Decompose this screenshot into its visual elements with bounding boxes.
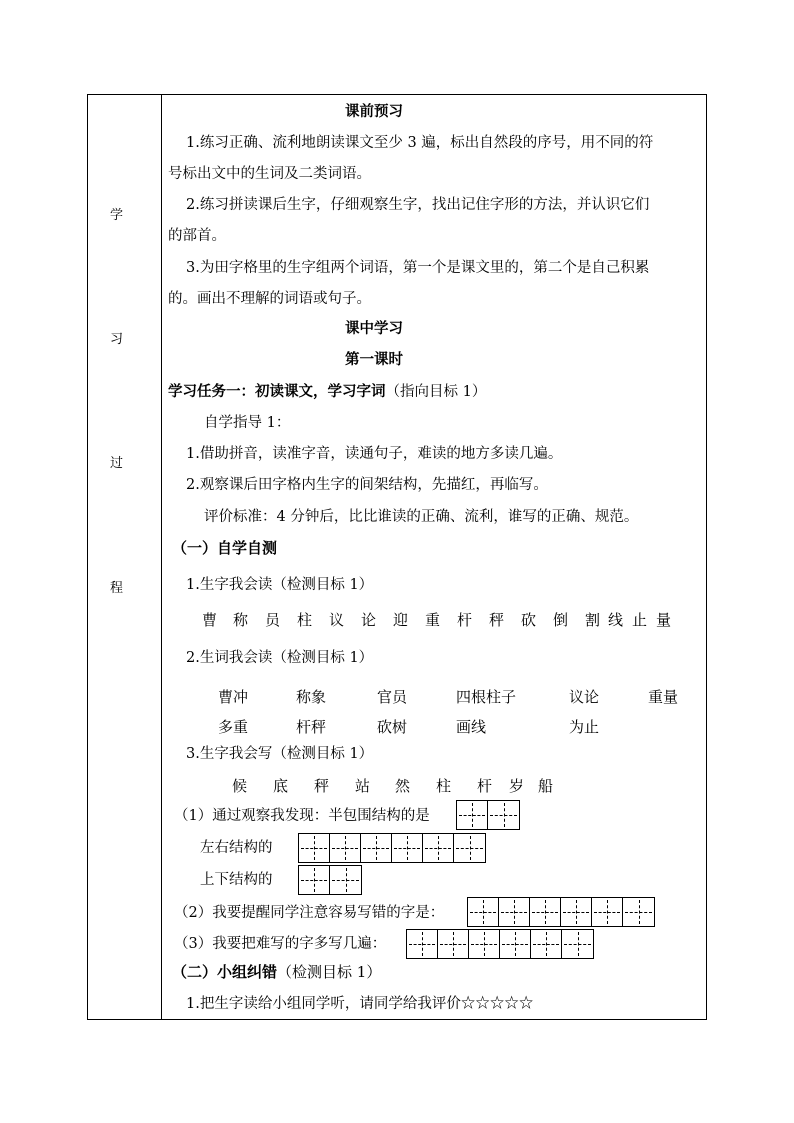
task-1-title <box>168 385 486 400</box>
tianzige-grid[interactable] <box>298 865 362 895</box>
group-heading-bold: （二）小组纠错 <box>172 963 278 981</box>
preview-item-3-cont: 的。画出不理解的词语或句子。 <box>168 291 371 307</box>
top-bottom-label: 上下结构的 <box>200 872 273 888</box>
write-char: 候 <box>232 777 248 795</box>
tianzige-grid[interactable] <box>456 800 520 830</box>
word: 砍树 <box>377 718 408 736</box>
read-chars-title: 1.生字我会读（检测目标 1） <box>186 577 374 593</box>
word: 多重 <box>218 718 249 736</box>
preview-item-3: 3.为田字格里的生字组两个词语，第一个是课文里的，第二个是自己积累 <box>186 260 650 276</box>
word: 官员 <box>377 688 408 706</box>
remind-label: （2）我要提醒同学注意容易写错的字是： <box>174 905 445 921</box>
write-char: 船 <box>538 777 554 795</box>
task-1-bold: 学习任务一：初读课文，学习字词 <box>168 384 386 400</box>
char: 割 <box>585 611 601 629</box>
write-char: 岁 <box>509 777 525 795</box>
char: 秤 <box>489 611 505 629</box>
word: 四根柱子 <box>456 688 517 706</box>
preview-item-1-cont: 号标出文中的生词及二类词语。 <box>168 166 371 182</box>
char: 重 <box>425 611 441 629</box>
word: 称象 <box>296 688 327 706</box>
criteria: 评价标准：4 分钟后，比比谁读的正确、流利，谁写的正确、规范。 <box>204 509 639 525</box>
word: 重量 <box>648 688 679 706</box>
write-title: 3.生字我会写（检测目标 1） <box>186 746 374 762</box>
side-label-char: 过 <box>110 456 124 471</box>
write-char: 站 <box>355 777 371 795</box>
left-right-label: 左右结构的 <box>200 840 273 856</box>
write-char: 底 <box>273 777 289 795</box>
preview-item-1: 1.练习正确、流利地朗读课文至少 3 遍，标出自然段的序号，用不同的符 <box>186 135 654 151</box>
write-char: 柱 <box>436 777 452 795</box>
guide-item-2: 2.观察课后田字格内生字的间架结构，先描红，再临写。 <box>186 477 548 493</box>
char: 止 <box>632 611 648 629</box>
word: 曹冲 <box>218 688 249 706</box>
write-char: 杆 <box>477 777 493 795</box>
guide-title: 自学指导 1： <box>204 415 291 431</box>
char: 杆 <box>457 611 473 629</box>
tianzige-grid[interactable] <box>406 929 594 959</box>
group-item-1: 1.把生字读给小组同学听，请同学给我评价☆☆☆☆☆ <box>186 996 534 1012</box>
write-char: 秤 <box>314 777 330 795</box>
observe-label: （1）通过观察我发现：半包围结构的是 <box>174 808 430 824</box>
side-label-char: 学 <box>110 208 124 223</box>
tianzige-grid[interactable] <box>467 897 655 927</box>
char: 量 <box>656 611 672 629</box>
word: 杆秤 <box>296 718 327 736</box>
char: 议 <box>329 611 345 629</box>
side-label-char: 程 <box>110 581 124 596</box>
task-1-note: （指向目标 1） <box>385 384 487 400</box>
char: 倒 <box>553 611 569 629</box>
lesson-heading: 第一课时 <box>345 352 403 368</box>
in-class-heading: 课中学习 <box>345 321 403 337</box>
word: 为止 <box>569 718 600 736</box>
read-words-title: 2.生词我会读（检测目标 1） <box>186 650 374 666</box>
group-heading <box>172 965 381 980</box>
preview-item-2-cont: 的部首。 <box>168 228 226 244</box>
char: 线 <box>608 611 624 629</box>
word: 议论 <box>569 688 600 706</box>
column-divider <box>161 94 162 1020</box>
char: 迎 <box>393 611 409 629</box>
preview-item-2: 2.练习拼读课后生字，仔细观察生字，找出记住字形的方法，并认识它们 <box>186 197 650 213</box>
side-label-char: 习 <box>110 332 124 347</box>
char: 称 <box>233 611 249 629</box>
group-heading-note: （检测目标 1） <box>277 963 382 981</box>
char: 曹 <box>202 611 218 629</box>
tianzige-grid[interactable] <box>298 833 486 863</box>
char: 砍 <box>521 611 537 629</box>
word: 画线 <box>456 718 487 736</box>
practice-label: （3）我要把难写的字多写几遍： <box>174 936 387 952</box>
self-test-heading: （一）自学自测 <box>172 539 278 557</box>
char: 论 <box>361 611 377 629</box>
write-char: 然 <box>395 777 411 795</box>
char: 员 <box>265 611 281 629</box>
preview-heading: 课前预习 <box>345 104 403 120</box>
char: 柱 <box>297 611 313 629</box>
guide-item-1: 1.借助拼音，读准字音，读通句子，难读的地方多读几遍。 <box>186 446 563 462</box>
